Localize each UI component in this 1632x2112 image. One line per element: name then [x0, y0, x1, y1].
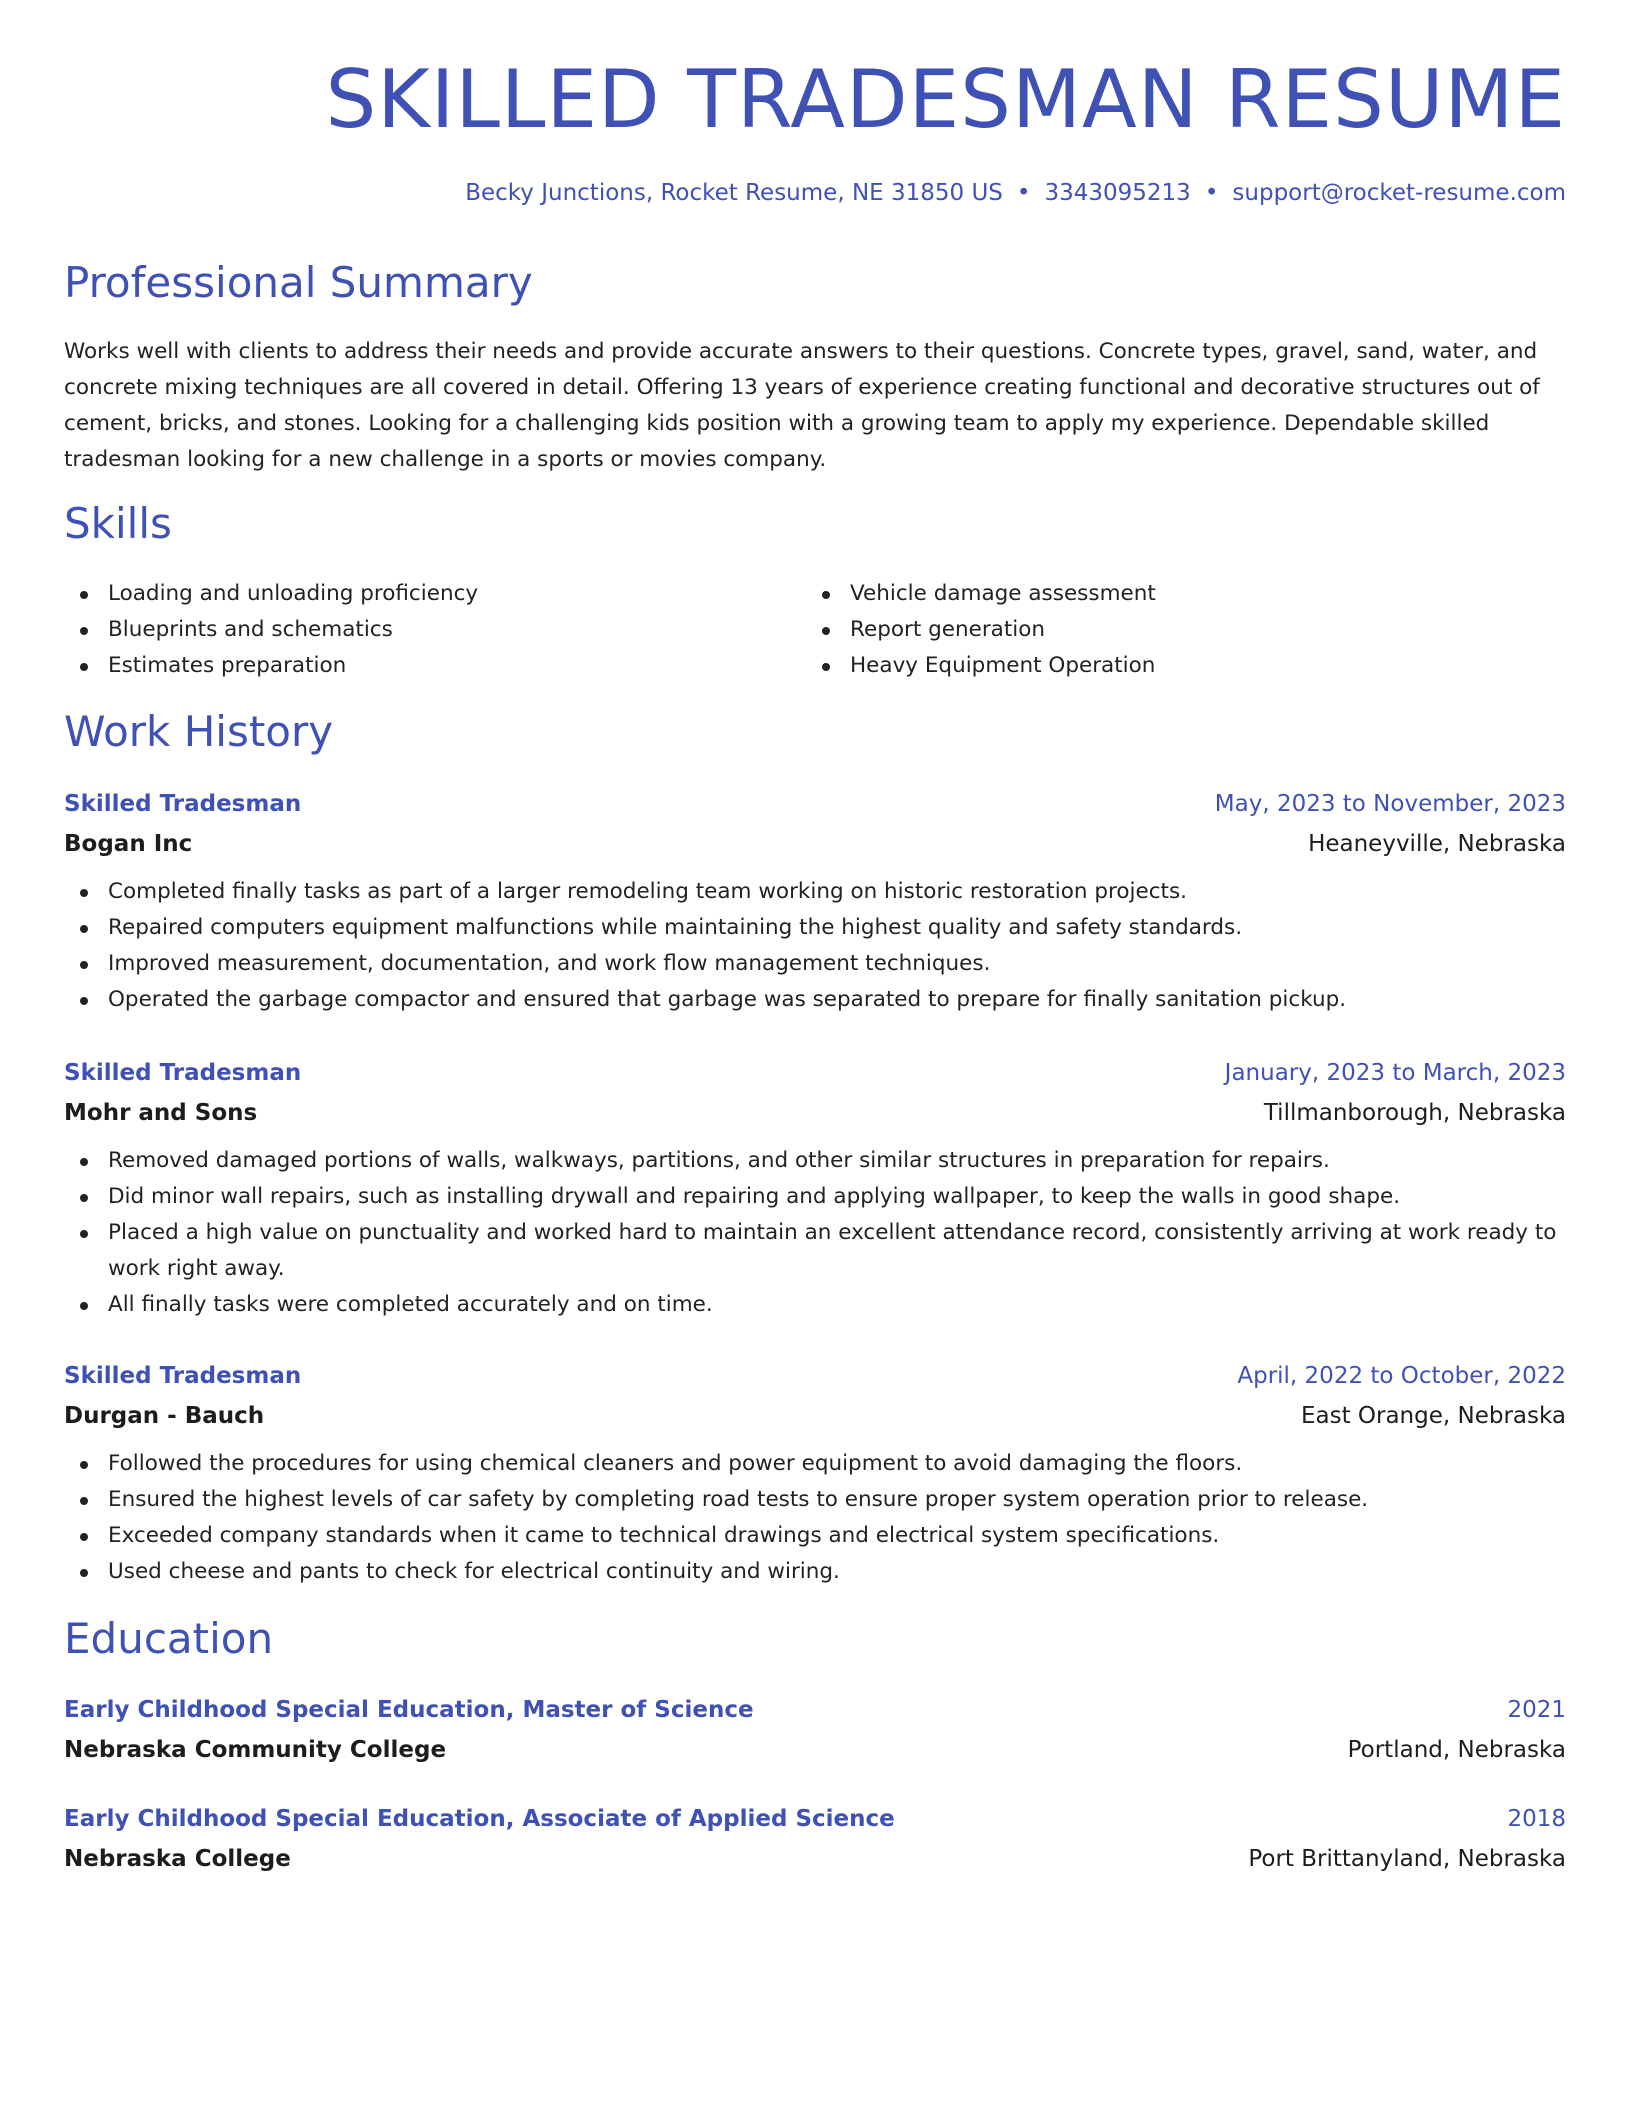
job-duty: Used cheese and pants to check for electrical continuity and wiring.	[64, 1554, 1566, 1590]
job-entry	[64, 784, 1566, 1018]
education-entry	[64, 1690, 1566, 1770]
job-duties	[64, 874, 1566, 1018]
resume-title: SKILLED TRADESMAN RESUME	[325, 53, 1566, 146]
job-company: Mohr and Sons	[64, 1100, 258, 1126]
education-school: Nebraska College	[64, 1846, 291, 1872]
job-location: Tillmanborough, Nebraska	[1263, 1100, 1566, 1126]
contact-address: Becky Junctions, Rocket Resume, NE 31850 US	[465, 180, 1003, 206]
education-heading: Education	[64, 1614, 274, 1663]
job-entry	[64, 1356, 1566, 1590]
contact-email: support@rocket-resume.com	[1232, 180, 1566, 206]
education-entry	[64, 1799, 1566, 1879]
job-duty: Operated the garbage compactor and ensured that garbage was separated to prepare for finally sanitation pickup.	[64, 982, 1566, 1018]
skill-item: Loading and unloading proficiency	[64, 576, 764, 612]
contact-line	[465, 180, 1566, 208]
skills-heading: Skills	[64, 499, 172, 548]
job-duty: Repaired computers equipment malfunctions while maintaining the highest quality and safety standards.	[64, 910, 1566, 946]
education-school: Nebraska Community College	[64, 1737, 447, 1763]
job-duty: Removed damaged portions of walls, walkways, partitions, and other similar structures in preparation for repairs.	[64, 1143, 1566, 1179]
education-year: 2021	[1507, 1697, 1566, 1723]
skills-column-right	[806, 576, 1506, 684]
skill-item: Vehicle damage assessment	[806, 576, 1506, 612]
job-company: Durgan - Bauch	[64, 1403, 265, 1429]
skill-item: Heavy Equipment Operation	[806, 648, 1506, 684]
job-duty: Exceeded company standards when it came to technical drawings and electrical system specifications.	[64, 1518, 1566, 1554]
work-history-heading: Work History	[64, 707, 334, 756]
skill-item: Blueprints and schematics	[64, 612, 764, 648]
contact-separator: •	[1016, 180, 1031, 206]
contact-separator: •	[1204, 180, 1219, 206]
job-duty: All finally tasks were completed accurately and on time.	[64, 1287, 1566, 1323]
job-duties	[64, 1446, 1566, 1590]
education-degree: Early Childhood Special Education, Master of Science	[64, 1697, 754, 1723]
skills-column-left	[64, 576, 764, 684]
job-company: Bogan Inc	[64, 831, 193, 857]
education-location: Port Brittanyland, Nebraska	[1248, 1846, 1566, 1872]
job-location: Heaneyville, Nebraska	[1308, 831, 1566, 857]
job-title: Skilled Tradesman	[64, 1060, 302, 1086]
job-location: East Orange, Nebraska	[1300, 1403, 1566, 1429]
education-year: 2018	[1507, 1806, 1566, 1832]
job-duty: Completed finally tasks as part of a larger remodeling team working on historic restoration projects.	[64, 874, 1566, 910]
skill-item: Estimates preparation	[64, 648, 764, 684]
job-duty: Ensured the highest levels of car safety by completing road tests to ensure proper system operation prior to release.	[64, 1482, 1566, 1518]
job-duty: Improved measurement, documentation, and work flow management techniques.	[64, 946, 1566, 982]
job-dates: January, 2023 to March, 2023	[1224, 1060, 1566, 1086]
job-dates: May, 2023 to November, 2023	[1214, 791, 1566, 817]
job-duty: Placed a high value on punctuality and worked hard to maintain an excellent attendance record, consistently arriving at work ready to work right away.	[64, 1215, 1566, 1287]
education-degree: Early Childhood Special Education, Associate of Applied Science	[64, 1806, 895, 1832]
job-entry	[64, 1053, 1566, 1323]
job-title: Skilled Tradesman	[64, 791, 302, 817]
contact-phone: 3343095213	[1044, 180, 1191, 206]
job-duties	[64, 1143, 1566, 1323]
summary-heading: Professional Summary	[64, 258, 533, 307]
job-dates: April, 2022 to October, 2022	[1237, 1363, 1566, 1389]
job-title: Skilled Tradesman	[64, 1363, 302, 1389]
skill-item: Report generation	[806, 612, 1506, 648]
summary-text: Works well with clients to address their needs and provide accurate answers to their questions. Concrete types, gravel, sand, water, and concrete mixing techniques are all covered in detail. Offering 13 years of experience creating functional and decorative structures out of cement, bricks, and stones. Looking for a challenging kids position with a growing team to apply my experience. Dependable skilled tradesman looking for a new challenge in a sports or movies company.	[64, 339, 1540, 472]
job-duty: Followed the procedures for using chemical cleaners and power equipment to avoid damaging the floors.	[64, 1446, 1566, 1482]
education-location: Portland, Nebraska	[1347, 1737, 1566, 1763]
job-duty: Did minor wall repairs, such as installing drywall and repairing and applying wallpaper, to keep the walls in good shape.	[64, 1179, 1566, 1215]
